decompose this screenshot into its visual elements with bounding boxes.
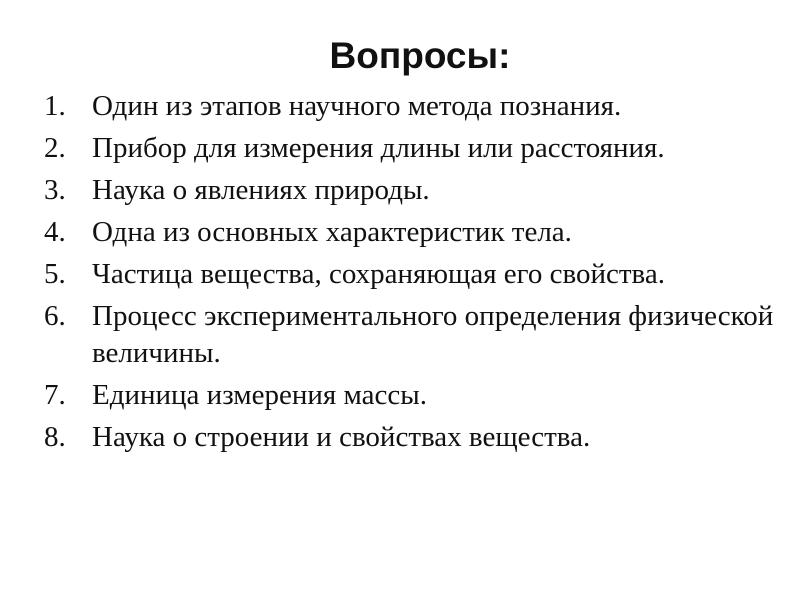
questions-list: [44, 88, 784, 461]
question-number: 4.: [44, 216, 66, 248]
slide-title: Вопросы:: [329, 35, 511, 76]
question-number: 1.: [44, 90, 66, 122]
question-text: Наука о строении и свойствах вещества.: [92, 421, 591, 453]
question-number: 3.: [44, 174, 66, 206]
question-item: [44, 419, 784, 456]
question-text: Один из этапов научного метода познания.: [92, 90, 622, 122]
question-text: Одна из основных характеристик тела.: [92, 216, 572, 248]
question-item: [44, 88, 784, 125]
question-text: Частица вещества, сохраняющая его свойства.: [92, 258, 665, 290]
question-item: [44, 130, 784, 167]
question-number: 7.: [44, 379, 66, 411]
question-text: Наука о явлениях природы.: [92, 174, 430, 206]
question-text: Процесс экспериментального определения физической величины.: [92, 300, 774, 369]
question-item: [44, 377, 784, 414]
question-number: 6.: [44, 300, 66, 332]
question-text: Прибор для измерения длины или расстояния.: [92, 132, 665, 164]
question-number: 5.: [44, 258, 66, 290]
question-number: 2.: [44, 132, 66, 164]
question-item: [44, 214, 784, 251]
question-item: [44, 298, 784, 372]
question-number: 8.: [44, 421, 66, 453]
question-text: Единица измерения массы.: [92, 379, 427, 411]
question-item: [44, 172, 784, 209]
question-item: [44, 256, 784, 293]
